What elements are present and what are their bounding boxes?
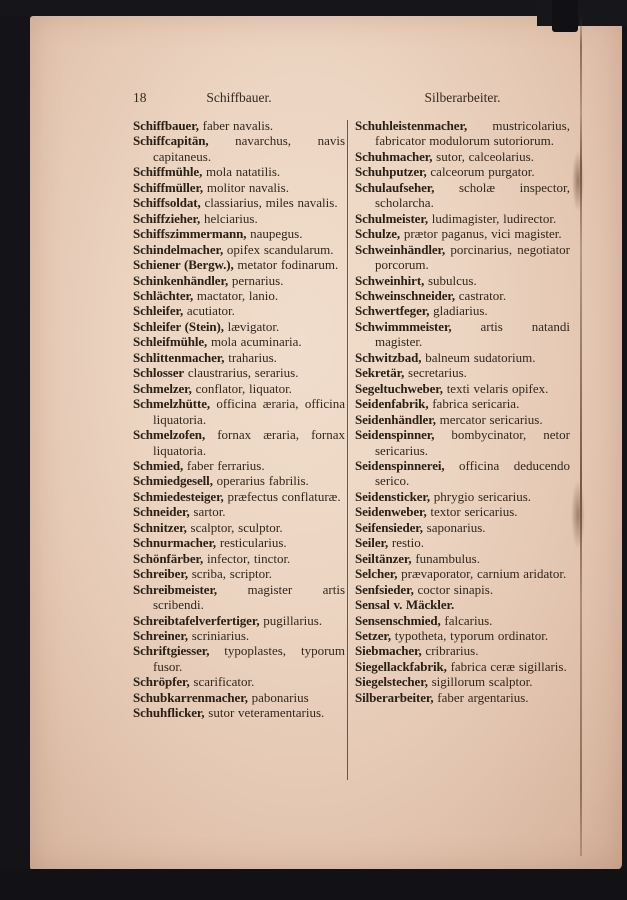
entry-term: Schwitzbad, — [355, 349, 422, 365]
entry-definition: prætor paganus, vici magister. — [403, 226, 562, 242]
entry-definition: scriba, scriptor. — [191, 566, 273, 582]
entry-definition: pabonarius — [251, 689, 309, 705]
dictionary-entry — [355, 643, 570, 658]
dictionary-entry — [133, 535, 345, 550]
entry-term: Seifensieder, — [355, 519, 423, 535]
entry-term: Sekretär, — [355, 365, 405, 381]
entry-definition: operarius fabrilis. — [216, 473, 309, 489]
entry-term: Schulze, — [355, 226, 401, 242]
dictionary-entry — [133, 566, 345, 581]
dictionary-entry — [355, 273, 570, 288]
dictionary-entry — [355, 535, 570, 550]
entry-definition: mactator, lanio. — [196, 287, 279, 303]
entry-term: Schnurmacher, — [133, 535, 217, 551]
dictionary-entry — [355, 180, 570, 211]
entry-definition: scarificator. — [193, 674, 255, 690]
dictionary-entry — [133, 520, 345, 535]
dictionary-entry — [355, 242, 570, 273]
photo-top-shadow — [0, 0, 627, 16]
entry-definition: restio. — [391, 535, 425, 551]
entry-definition: cribrarius. — [425, 643, 479, 659]
entry-definition: opifex scandularum. — [226, 241, 334, 257]
entry-definition: metator fodinarum. — [237, 257, 339, 273]
entry-definition: naupegus. — [250, 226, 303, 242]
dictionary-entry — [355, 520, 570, 535]
entry-term: Seidenweber, — [355, 504, 427, 520]
entry-definition: navarchus, navis capitaneus. — [153, 133, 346, 164]
entry-definition: lævigator. — [227, 318, 280, 334]
entry-term: Schubkarrenmacher, — [133, 689, 248, 705]
dictionary-entry — [355, 350, 570, 365]
entry-term: Schreibtafelverfertiger, — [133, 612, 260, 628]
dictionary-entry — [355, 489, 570, 504]
dictionary-entry — [133, 195, 345, 210]
entry-term: Schwimmmeister, — [355, 318, 452, 334]
entry-definition: prævaporator, carnium aridator. — [401, 566, 567, 582]
dictionary-entry — [133, 334, 345, 349]
entry-definition: fornax æraria, fornax liquatoria. — [153, 427, 345, 458]
entry-definition: phrygio sericarius. — [433, 488, 532, 504]
dictionary-entry — [133, 674, 345, 689]
entry-definition: gladiarius. — [433, 303, 488, 319]
dictionary-entry — [133, 133, 345, 164]
dictionary-entry — [133, 211, 345, 226]
entry-term: Seidenspinner, — [355, 427, 435, 443]
entry-term: Schmiedesteiger, — [133, 488, 224, 504]
entry-term: Schweinhirt, — [355, 272, 425, 288]
entry-definition: typoplastes, typorum fusor. — [153, 643, 346, 674]
dictionary-entry — [133, 628, 345, 643]
dictionary-entry — [355, 613, 570, 628]
entry-term: Schiffcapitän, — [133, 133, 209, 149]
entry-term: Schuhmacher, — [355, 148, 433, 164]
entry-term: Schleifer (Stein), — [133, 318, 224, 334]
entry-definition: officina æraria, officina liquatoria. — [153, 396, 346, 427]
entry-term: Siegellackfabrik, — [355, 658, 447, 674]
entry-definition: saponarius. — [426, 519, 486, 535]
entry-term: Schiffsoldat, — [133, 195, 201, 211]
dictionary-entry — [133, 303, 345, 318]
entry-term: Schmelzhütte, — [133, 396, 211, 412]
entry-definition: mustricolarius, fabricator modulorum sutoriorum. — [375, 118, 570, 149]
dictionary-entry — [355, 690, 570, 705]
entry-definition: funambulus. — [415, 550, 480, 566]
dictionary-entry — [355, 381, 570, 396]
photo-bottom-shadow — [0, 869, 627, 900]
dictionary-entry — [133, 427, 345, 458]
entry-definition: faber ferrarius. — [186, 457, 265, 473]
left-column — [133, 118, 345, 721]
dictionary-entry — [133, 473, 345, 488]
entry-term: Seiler, — [355, 535, 389, 551]
entry-term: Schreiner, — [133, 627, 188, 643]
entry-term: Siebmacher, — [355, 643, 422, 659]
entry-definition: texti velaris opifex. — [446, 380, 549, 396]
entry-term: Schweinschneider, — [355, 287, 456, 303]
entry-term: Silberarbeiter, — [355, 689, 434, 705]
dictionary-entry — [133, 489, 345, 504]
entry-definition: textor sericarius. — [430, 504, 518, 520]
page-crease-shadow — [571, 480, 585, 550]
entry-definition: scalptor, sculptor. — [190, 519, 283, 535]
entry-term: Seidenfabrik, — [355, 396, 429, 412]
page-crease — [580, 12, 582, 856]
dictionary-entry — [133, 551, 345, 566]
book-page — [30, 16, 622, 870]
dictionary-entry — [355, 365, 570, 380]
entry-term: Schröpfer, — [133, 674, 190, 690]
entry-definition: scriniarius. — [191, 627, 250, 643]
entry-term: Setzer, — [355, 627, 391, 643]
dictionary-entry — [133, 226, 345, 241]
entry-definition: infector, tinctor. — [206, 550, 291, 566]
entry-definition: typotheta, typorum ordinator. — [394, 627, 549, 643]
dictionary-entry — [133, 257, 345, 272]
entry-definition: sartor. — [193, 504, 226, 520]
entry-definition: scholæ inspector, scholarcha. — [375, 179, 571, 211]
entry-definition: molitor navalis. — [206, 179, 289, 195]
entry-term: Schlosser — [133, 365, 185, 381]
dictionary-entry — [133, 613, 345, 628]
entry-term: Schiffmüller, — [133, 179, 204, 195]
entry-term: Schuhleistenmacher, — [355, 118, 468, 133]
entry-definition: acutiator. — [186, 303, 235, 319]
entry-term: Schmelzer, — [133, 380, 192, 396]
entry-term: Schnitzer, — [133, 519, 187, 535]
dictionary-entry — [355, 504, 570, 519]
dictionary-entry — [355, 551, 570, 566]
entry-term: Selcher, — [355, 566, 398, 582]
entry-definition: ludimagister, ludirector. — [431, 210, 557, 226]
entry-term: Seidenhändler, — [355, 411, 436, 427]
dictionary-entry — [133, 643, 345, 674]
dictionary-entry — [355, 303, 570, 318]
entry-definition: faber argentarius. — [437, 689, 529, 705]
entry-term: Segeltuchweber, — [355, 380, 443, 396]
dictionary-entry — [355, 659, 570, 674]
entry-term: Schmelzofen, — [133, 427, 206, 443]
entry-definition: castrator. — [458, 287, 507, 303]
dictionary-entry — [133, 350, 345, 365]
entry-term: Schiffmühle, — [133, 164, 203, 180]
dictionary-entry — [133, 180, 345, 195]
entry-term: Schreiber, — [133, 566, 188, 582]
entry-term: Seiltänzer, — [355, 550, 412, 566]
dictionary-entry — [133, 396, 345, 427]
entry-definition: mola natatilis. — [205, 164, 281, 180]
entry-definition: resticularius. — [219, 535, 287, 551]
entry-definition: artis natandi magister. — [375, 318, 570, 350]
entry-term: Sensenschmied, — [355, 612, 441, 628]
entry-term: Schiener (Bergw.), — [133, 257, 234, 273]
entry-definition: classiarius, miles navalis. — [204, 195, 338, 211]
entry-term: Schmiedgesell, — [133, 473, 213, 489]
entry-definition: claustrarius, serarius. — [187, 365, 299, 381]
column-divider — [347, 120, 348, 780]
dictionary-entry — [355, 319, 570, 350]
dictionary-entry — [355, 164, 570, 179]
entry-term: Schleifer, — [133, 303, 184, 319]
entry-term: Schönfärber, — [133, 550, 204, 566]
entry-definition: traharius. — [228, 349, 277, 365]
dictionary-entry — [133, 164, 345, 179]
dictionary-entry — [355, 458, 570, 489]
dictionary-entry — [133, 504, 345, 519]
running-title-left: Schiffbauer. — [206, 90, 272, 105]
dictionary-entry — [355, 211, 570, 226]
entry-definition: bombycinator, netor sericarius. — [375, 427, 570, 458]
entry-term: Schlächter, — [133, 287, 194, 303]
dictionary-entry — [355, 628, 570, 643]
entry-term: Schreibmeister, — [133, 581, 218, 597]
entry-definition: coctor sinapis. — [417, 581, 494, 597]
entry-definition: præfectus conflaturæ. — [227, 488, 341, 504]
entry-term: Schulaufseher, — [355, 179, 435, 195]
dictionary-entry — [133, 118, 345, 133]
page-number: 18 — [133, 90, 147, 105]
entry-definition: fabrica sericaria. — [432, 396, 520, 412]
entry-definition: fabrica ceræ sigillaris. — [450, 658, 567, 674]
entry-definition: mercator sericarius. — [439, 411, 543, 427]
dictionary-entry — [133, 242, 345, 257]
dictionary-entry — [355, 288, 570, 303]
dictionary-entry — [133, 458, 345, 473]
dictionary-entry — [133, 319, 345, 334]
dictionary-entry — [133, 582, 345, 613]
entry-term: Schuhputzer, — [355, 164, 427, 180]
entry-term: Senfsieder, — [355, 581, 414, 597]
entry-definition: faber navalis. — [202, 118, 274, 133]
entry-term: Schindelmacher, — [133, 241, 224, 257]
entry-definition: porcinarius, negotiator porcorum. — [375, 241, 571, 273]
entry-definition: pugillarius. — [263, 612, 323, 628]
entry-term: Schiffszimmermann, — [133, 226, 247, 242]
entry-definition: mola acuminaria. — [210, 334, 302, 350]
entry-definition: subulcus. — [427, 272, 477, 288]
dictionary-entry — [133, 690, 345, 705]
entry-term: Sensal v. Mäckler. — [355, 597, 455, 613]
entry-term: Schweinhändler, — [355, 241, 446, 257]
dictionary-entry — [355, 597, 570, 612]
binding-notch — [552, 0, 578, 32]
entry-definition: sigillorum scalptor. — [431, 674, 533, 690]
dictionary-entry — [355, 149, 570, 164]
entry-term: Schleifmühle, — [133, 334, 208, 350]
dictionary-entry — [355, 427, 570, 458]
entry-term: Siegelstecher, — [355, 674, 428, 690]
running-title-right: Silberarbeiter. — [424, 90, 501, 105]
dictionary-entry — [133, 705, 345, 720]
entry-definition: balneum sudatorium. — [425, 349, 536, 365]
entry-definition: pernarius. — [231, 272, 284, 288]
entry-term: Schiffzieher, — [133, 210, 201, 226]
entry-term: Schmied, — [133, 457, 184, 473]
dictionary-entry — [355, 396, 570, 411]
dictionary-entry — [355, 582, 570, 597]
entry-term: Schlittenmacher, — [133, 349, 225, 365]
entry-definition: secretarius. — [408, 365, 467, 381]
entry-term: Seidenspinnerei, — [355, 457, 445, 473]
dictionary-entry — [355, 118, 570, 149]
page-crease-shadow — [572, 150, 584, 212]
entry-definition: sutor, calceolarius. — [436, 148, 534, 164]
dictionary-entry — [355, 226, 570, 241]
entry-term: Seidensticker, — [355, 488, 431, 504]
entry-definition: sutor veteramentarius. — [208, 705, 325, 721]
entry-term: Schulmeister, — [355, 210, 428, 226]
dictionary-entry — [133, 381, 345, 396]
dictionary-entry — [355, 674, 570, 689]
entry-term: Schwertfeger, — [355, 303, 430, 319]
entry-definition: conflator, liquator. — [195, 380, 292, 396]
right-column — [355, 118, 570, 705]
dictionary-entry — [355, 412, 570, 427]
dictionary-entry — [355, 566, 570, 581]
entry-definition: magister artis scribendi. — [153, 581, 345, 613]
entry-term: Schinkenhändler, — [133, 272, 229, 288]
entry-term: Schneider, — [133, 504, 190, 520]
entry-definition: calceorum purgator. — [430, 164, 535, 180]
entry-definition: falcarius. — [444, 612, 493, 628]
entry-definition: officina deducendo serico. — [375, 457, 571, 489]
dictionary-entry — [133, 288, 345, 303]
entry-term: Schiffbauer, — [133, 118, 199, 133]
dictionary-entry — [133, 365, 345, 380]
entry-term: Schriftgiesser, — [133, 643, 210, 659]
entry-definition: helciarius. — [203, 210, 258, 226]
photo-top-right-shadow — [537, 0, 627, 26]
entry-term: Schuhflicker, — [133, 705, 205, 721]
dictionary-entry — [133, 273, 345, 288]
